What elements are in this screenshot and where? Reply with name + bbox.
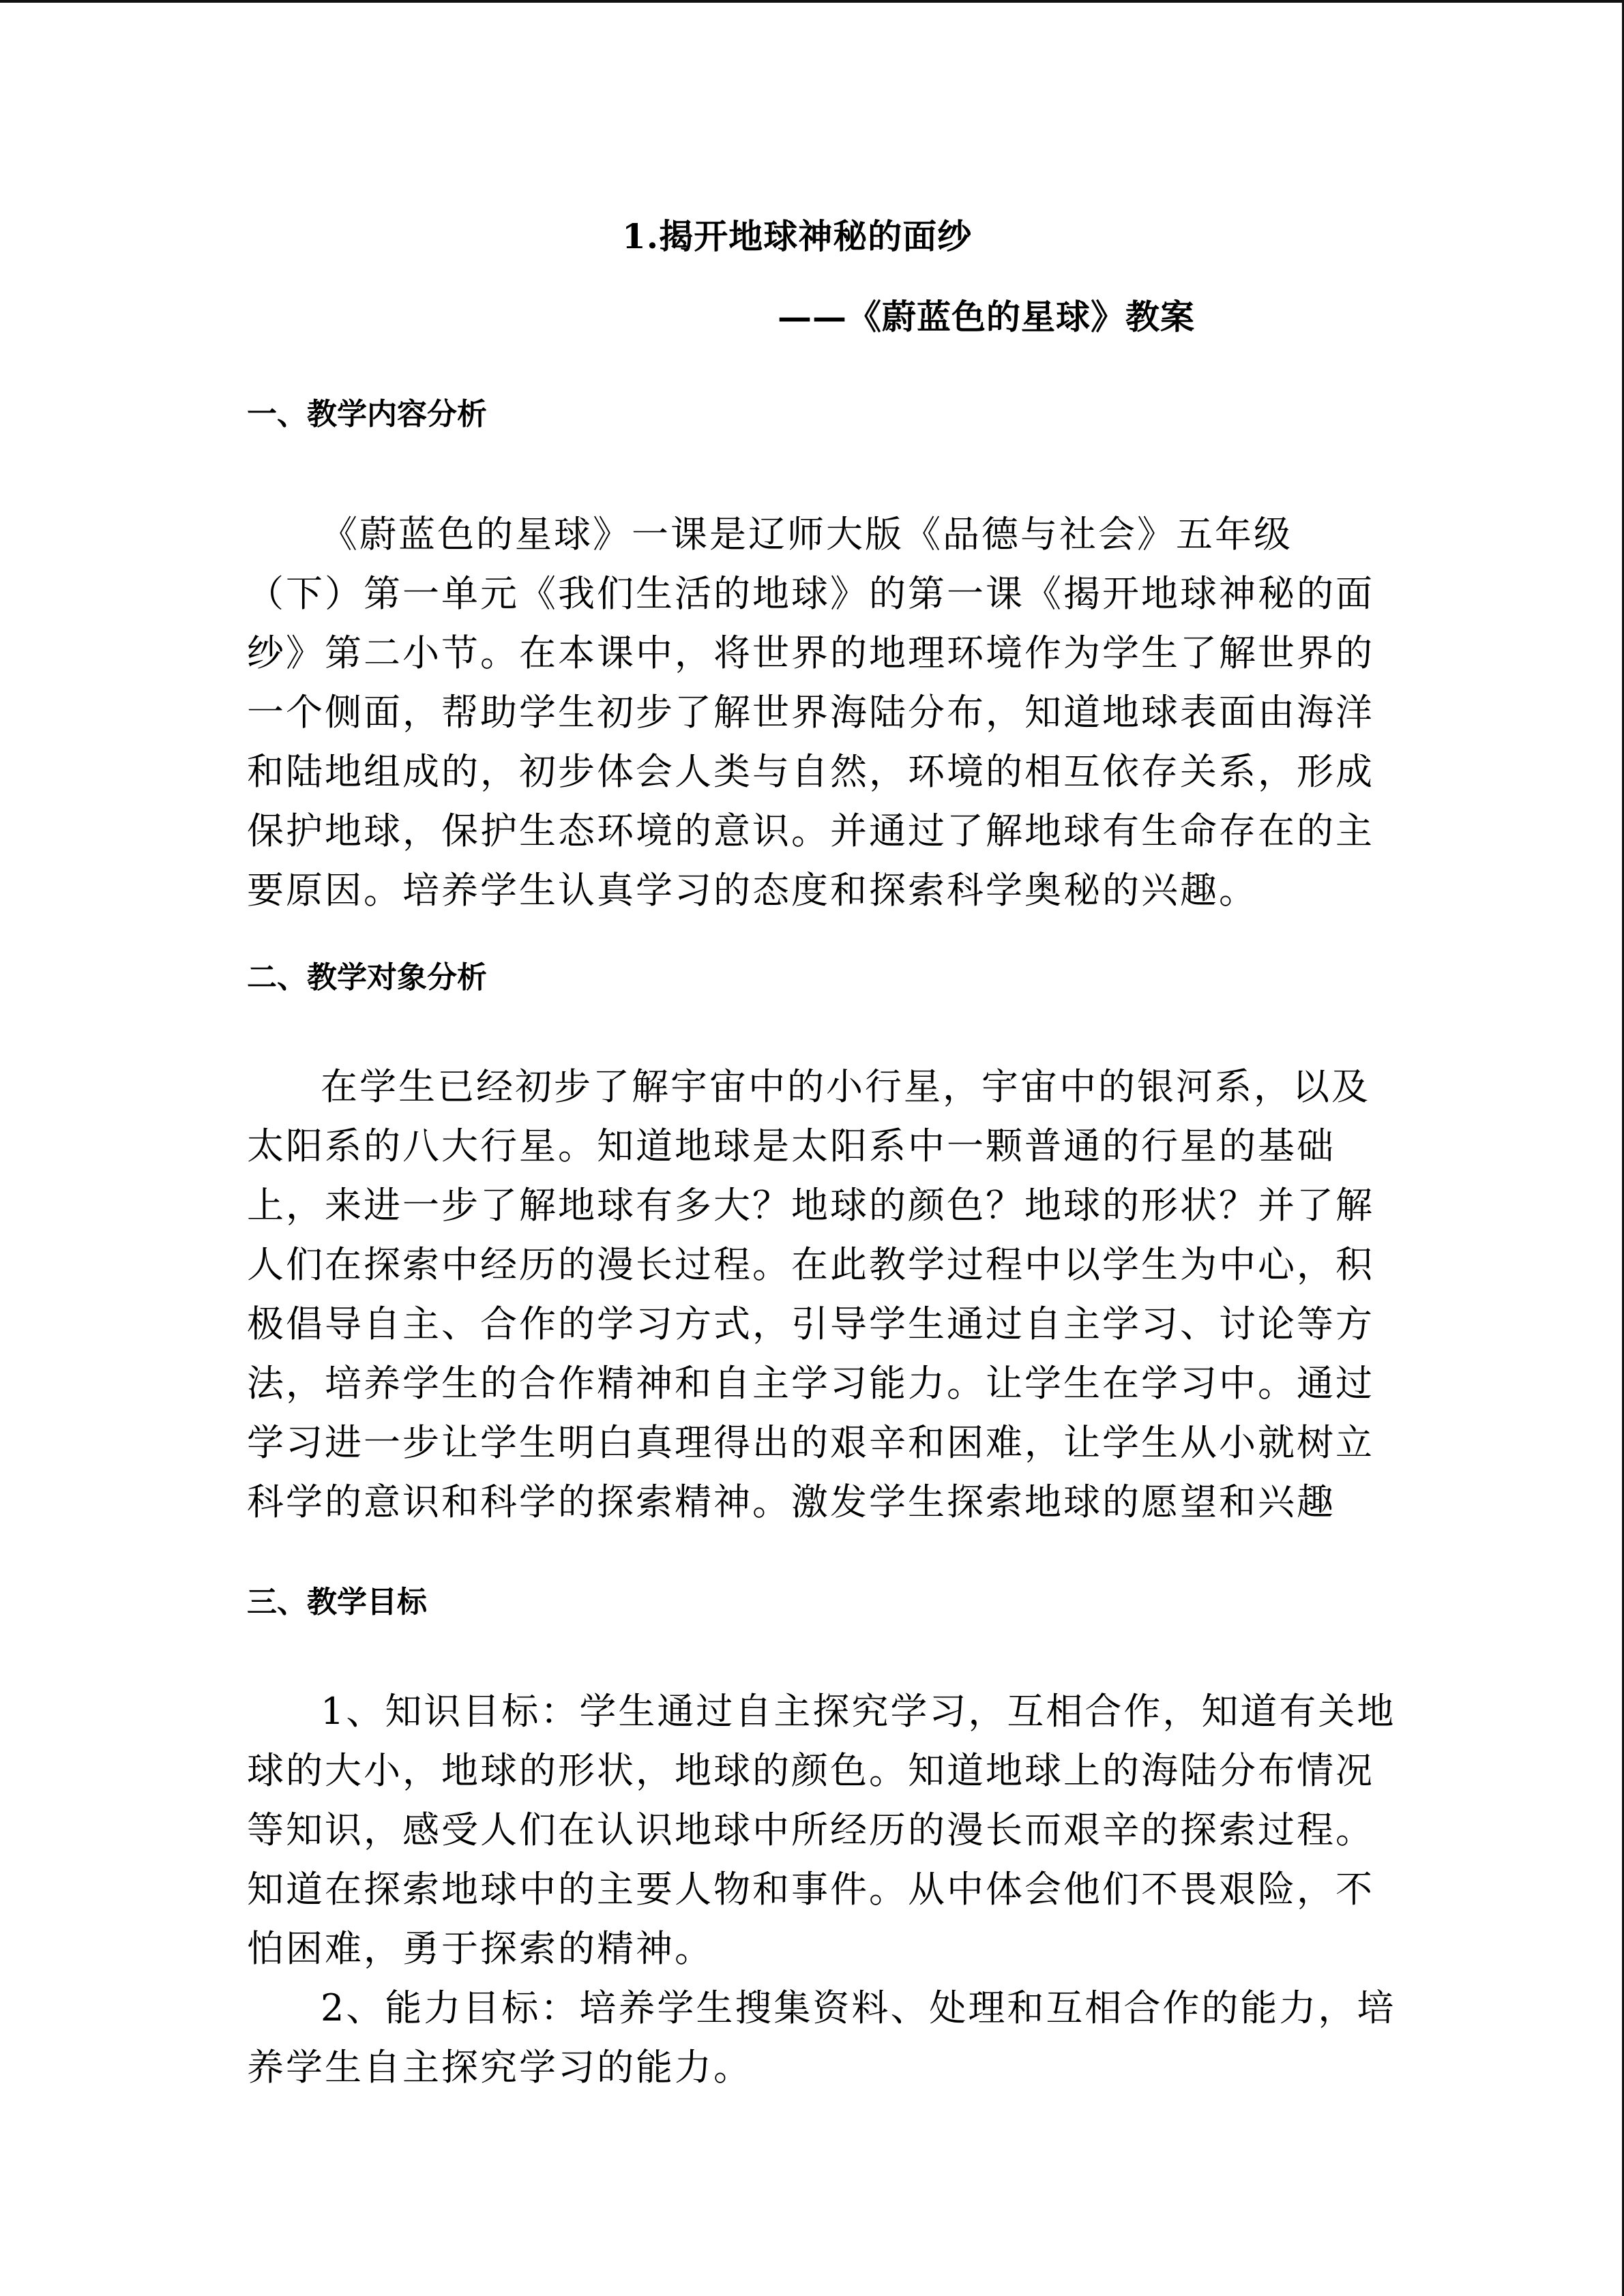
paragraph-line: 保护地球，保护生态环境的意识。并通过了解地球有生命存在的主	[247, 809, 1374, 852]
paragraph-line: 法，培养学生的合作精神和自主学习能力。让学生在学习中。通过	[247, 1362, 1374, 1405]
paragraph-line: 怕困难，勇于探索的精神。	[247, 1927, 713, 1970]
paragraph-line: 《蔚蓝色的星球》一课是辽师大版《品德与社会》五年级	[321, 513, 1293, 556]
paragraph-line: 知道在探索地球中的主要人物和事件。从中体会他们不畏艰险，不	[247, 1868, 1374, 1911]
document-subtitle: ——《蔚蓝色的星球》教案	[778, 297, 1195, 337]
paragraph-line: 养学生自主探究学习的能力。	[247, 2046, 752, 2089]
paragraph-line: 学习进一步让学生明白真理得出的艰辛和困难，让学生从小就树立	[247, 1421, 1374, 1464]
section-heading-audience-analysis: 二、教学对象分析	[247, 960, 487, 995]
paragraph-line: 等知识，感受人们在认识地球中所经历的漫长而艰辛的探索过程。	[247, 1808, 1374, 1851]
section-body-content-analysis	[247, 505, 1374, 920]
document-title: 1.揭开地球神秘的面纱	[622, 216, 973, 256]
paragraph-line: 极倡导自主、合作的学习方式，引导学生通过自主学习、讨论等方	[247, 1302, 1374, 1345]
paragraph-line: 在学生已经初步了解宇宙中的小行星，宇宙中的银河系，以及	[321, 1065, 1370, 1108]
page-border-top	[0, 0, 1624, 3]
paragraph-line: （下）第一单元《我们生活的地球》的第一课《揭开地球神秘的面	[247, 572, 1374, 615]
paragraph-line: 科学的意识和科学的探索精神。激发学生探索地球的愿望和兴趣	[247, 1480, 1335, 1523]
paragraph-line: 和陆地组成的，初步体会人类与自然，环境的相互依存关系，形成	[247, 750, 1374, 793]
paragraph-line: 2、能力目标：培养学生搜集资料、处理和互相合作的能力，培	[321, 1986, 1396, 2029]
paragraph-line: 纱》第二小节。在本课中，将世界的地理环境作为学生了解世界的	[247, 631, 1374, 674]
section-body-audience-analysis	[247, 1057, 1374, 1532]
paragraph-line: 人们在探索中经历的漫长过程。在此教学过程中以学生为中心，积	[247, 1243, 1374, 1286]
paragraph-line: 上，来进一步了解地球有多大？地球的颜色？地球的形状？并了解	[247, 1184, 1374, 1227]
paragraph-line: 要原因。培养学生认真学习的态度和探索科学奥秘的兴趣。	[247, 869, 1258, 912]
section-body-teaching-objectives	[247, 1682, 1396, 2097]
section-heading-teaching-objectives: 三、教学目标	[247, 1585, 427, 1620]
paragraph-line: 一个侧面，帮助学生初步了解世界海陆分布，知道地球表面由海洋	[247, 691, 1374, 734]
section-heading-content-analysis: 一、教学内容分析	[247, 397, 487, 432]
paragraph-line: 1、知识目标：学生通过自主探究学习，互相合作，知道有关地	[321, 1690, 1396, 1733]
paragraph-line: 球的大小，地球的形状，地球的颜色。知道地球上的海陆分布情况	[247, 1749, 1374, 1792]
paragraph-line: 太阳系的八大行星。知道地球是太阳系中一颗普通的行星的基础	[247, 1124, 1335, 1167]
